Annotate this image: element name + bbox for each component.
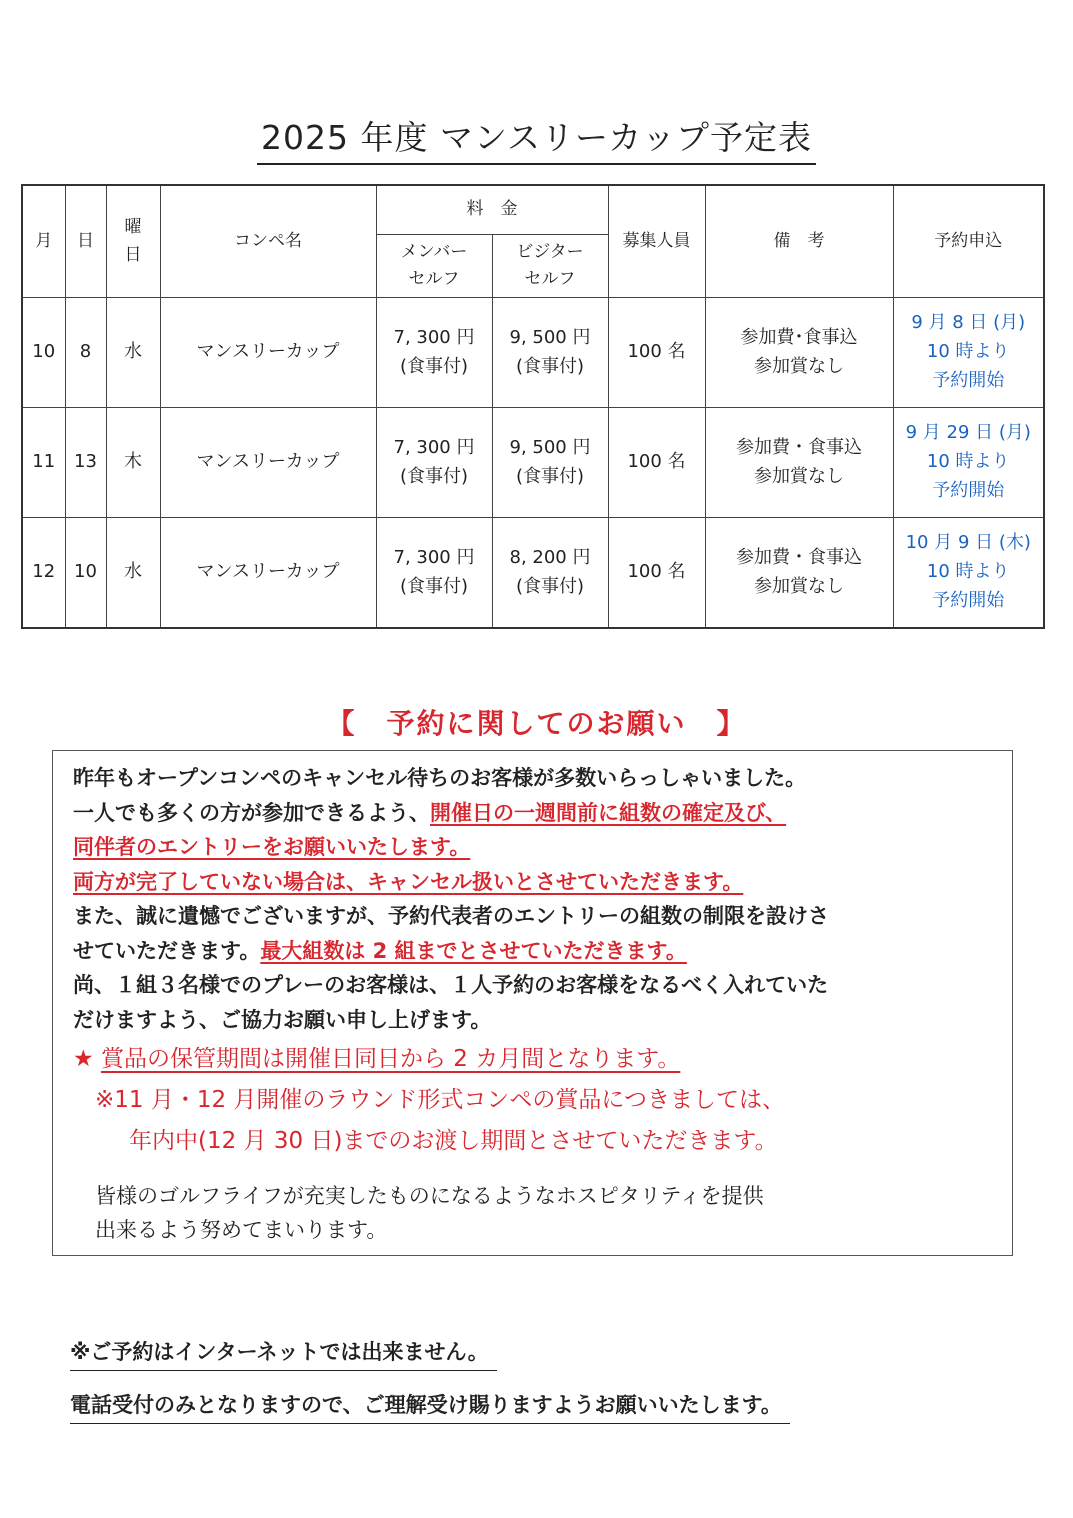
notice-line-3-text: 同伴者のエントリーをお願いいたします。	[73, 835, 471, 859]
notice-line-6a: せていただきます。	[73, 938, 261, 963]
cell-visitor-fee	[492, 408, 608, 518]
cell-name: マンスリーカップ	[160, 518, 376, 629]
notice-line-4	[73, 865, 998, 900]
prize-line-3: 年内中(12 月 30 日)までのお渡し期間とさせていただきます。	[129, 1128, 778, 1154]
cell-capacity: 100 名	[608, 518, 705, 629]
cell-day: 13	[65, 408, 106, 518]
notice-line-2	[73, 796, 998, 831]
header-member-l2: セルフ	[408, 269, 460, 289]
table-row	[22, 518, 1044, 629]
member-fee: 7, 300 円	[393, 326, 475, 348]
cell-weekday: 水	[106, 518, 160, 629]
page-title	[0, 112, 1073, 165]
cell-remarks	[705, 298, 893, 408]
reservation-start: 予約開始	[932, 369, 1005, 391]
cell-reservation	[893, 408, 1044, 518]
reservation-date: 9 月 29 日 (月)	[905, 422, 1031, 444]
prize-line-1	[73, 1039, 785, 1080]
cell-visitor-fee	[492, 298, 608, 408]
notice-line-6b: 最大組数は 2 組までとさせていただきます。	[260, 938, 687, 963]
notice-title: 【 予約に関してのお願い 】	[326, 707, 747, 740]
header-fee: 料 金	[376, 185, 608, 235]
cell-day: 8	[65, 298, 106, 408]
prize-notice	[73, 1039, 785, 1162]
cell-capacity: 100 名	[608, 408, 705, 518]
reservation-time: 10 時より	[926, 561, 1010, 583]
member-fee: 7, 300 円	[393, 436, 475, 458]
remarks-l2: 参加賞なし	[754, 355, 844, 377]
remarks-l1: 参加費･食事込	[740, 326, 858, 348]
cell-name: マンスリーカップ	[160, 298, 376, 408]
header-day: 日	[65, 185, 106, 298]
visitor-note: (食事付)	[515, 465, 585, 487]
table-row	[22, 408, 1044, 518]
closing-line-2: 出来るよう努めてまいります。	[95, 1218, 388, 1242]
header-weekday	[106, 185, 160, 298]
header-remarks: 備 考	[705, 185, 893, 298]
remarks-l1: 参加費・食事込	[736, 546, 862, 568]
cell-remarks	[705, 518, 893, 629]
notice-line-2a: 一人でも多くの方が参加できるよう、	[73, 800, 430, 825]
header-month: 月	[22, 185, 65, 298]
cell-reservation	[893, 298, 1044, 408]
header-weekday-l2: 日	[124, 244, 142, 265]
header-member	[376, 235, 492, 298]
reservation-start: 予約開始	[932, 479, 1005, 501]
closing-text	[95, 1179, 764, 1247]
closing-line-1: 皆様のゴルフライフが充実したものになるようなホスピタリティを提供	[95, 1184, 764, 1208]
visitor-fee: 8, 200 円	[509, 546, 591, 568]
cell-capacity: 100 名	[608, 298, 705, 408]
cell-name: マンスリーカップ	[160, 408, 376, 518]
notice-line-3	[73, 830, 998, 865]
cell-month: 10	[22, 298, 65, 408]
footer-note-2: 電話受付のみとなりますので、ご理解受け賜りますようお願いいたします。	[70, 1389, 790, 1424]
notice-box	[52, 750, 1013, 1256]
notice-line-8: だけますよう、ご協力お願い申し上げます。	[73, 1007, 492, 1032]
cell-member-fee	[376, 518, 492, 629]
cell-weekday: 水	[106, 298, 160, 408]
header-name: コンペ名	[160, 185, 376, 298]
reservation-time: 10 時より	[926, 451, 1010, 473]
visitor-note: (食事付)	[515, 575, 585, 597]
schedule-table	[21, 184, 1045, 629]
cell-member-fee	[376, 298, 492, 408]
footer-note-1: ※ご予約はインターネットでは出来ません。	[70, 1336, 497, 1371]
header-member-l1: メンバー	[400, 241, 468, 262]
reservation-date: 10 月 9 日 (木)	[905, 532, 1031, 554]
header-visitor-l2: セルフ	[524, 269, 576, 289]
visitor-fee: 9, 500 円	[509, 326, 591, 348]
cell-member-fee	[376, 408, 492, 518]
notice-body	[73, 761, 998, 1037]
star-icon: ★	[73, 1046, 94, 1072]
header-capacity: 募集人員	[608, 185, 705, 298]
notice-line-2b: 開催日の一週間前に組数の確定及び、	[430, 800, 787, 825]
member-note: (食事付)	[399, 575, 469, 597]
header-reservation: 予約申込	[893, 185, 1044, 298]
cell-month: 12	[22, 518, 65, 629]
header-weekday-l1: 曜	[124, 217, 142, 238]
notice-line-4-text: 両方が完了していない場合は、キャンセル扱いとさせていただきます。	[73, 869, 744, 894]
member-note: (食事付)	[399, 465, 469, 487]
header-row	[22, 185, 1044, 235]
cell-remarks	[705, 408, 893, 518]
cell-weekday: 木	[106, 408, 160, 518]
notice-line-7: 尚、１組３名様でのプレーのお客様は、１人予約のお客様をなるべく入れていた	[73, 973, 829, 997]
header-visitor-l1: ビジター	[516, 241, 584, 262]
cell-reservation	[893, 518, 1044, 629]
notice-line-6	[73, 934, 998, 969]
notice-line-1: 昨年もオープンコンペのキャンセル待ちのお客様が多数いらっしゃいました。	[73, 766, 807, 790]
prize-line-2: ※11 月・12 月開催のラウンド形式コンペの賞品につきましては、	[95, 1087, 785, 1113]
notice-line-5: また、誠に遺憾でございますが、予約代表者のエントリーの組数の制限を設けさ	[73, 904, 829, 928]
member-note: (食事付)	[399, 355, 469, 377]
cell-day: 10	[65, 518, 106, 629]
cell-visitor-fee	[492, 518, 608, 629]
cell-month: 11	[22, 408, 65, 518]
header-visitor	[492, 235, 608, 298]
prize-line-1-text: 賞品の保管期間は開催日同日から 2 カ月間となります。	[100, 1046, 681, 1072]
remarks-l2: 参加賞なし	[754, 465, 844, 487]
title-text: 2025 年度 マンスリーカップ予定表	[257, 112, 816, 165]
reservation-start: 予約開始	[932, 589, 1005, 611]
remarks-l2: 参加賞なし	[754, 575, 844, 597]
member-fee: 7, 300 円	[393, 546, 475, 568]
visitor-note: (食事付)	[515, 355, 585, 377]
remarks-l1: 参加費・食事込	[736, 436, 862, 458]
table-row	[22, 298, 1044, 408]
visitor-fee: 9, 500 円	[509, 436, 591, 458]
reservation-time: 10 時より	[926, 341, 1010, 363]
reservation-date: 9 月 8 日 (月)	[911, 312, 1026, 334]
